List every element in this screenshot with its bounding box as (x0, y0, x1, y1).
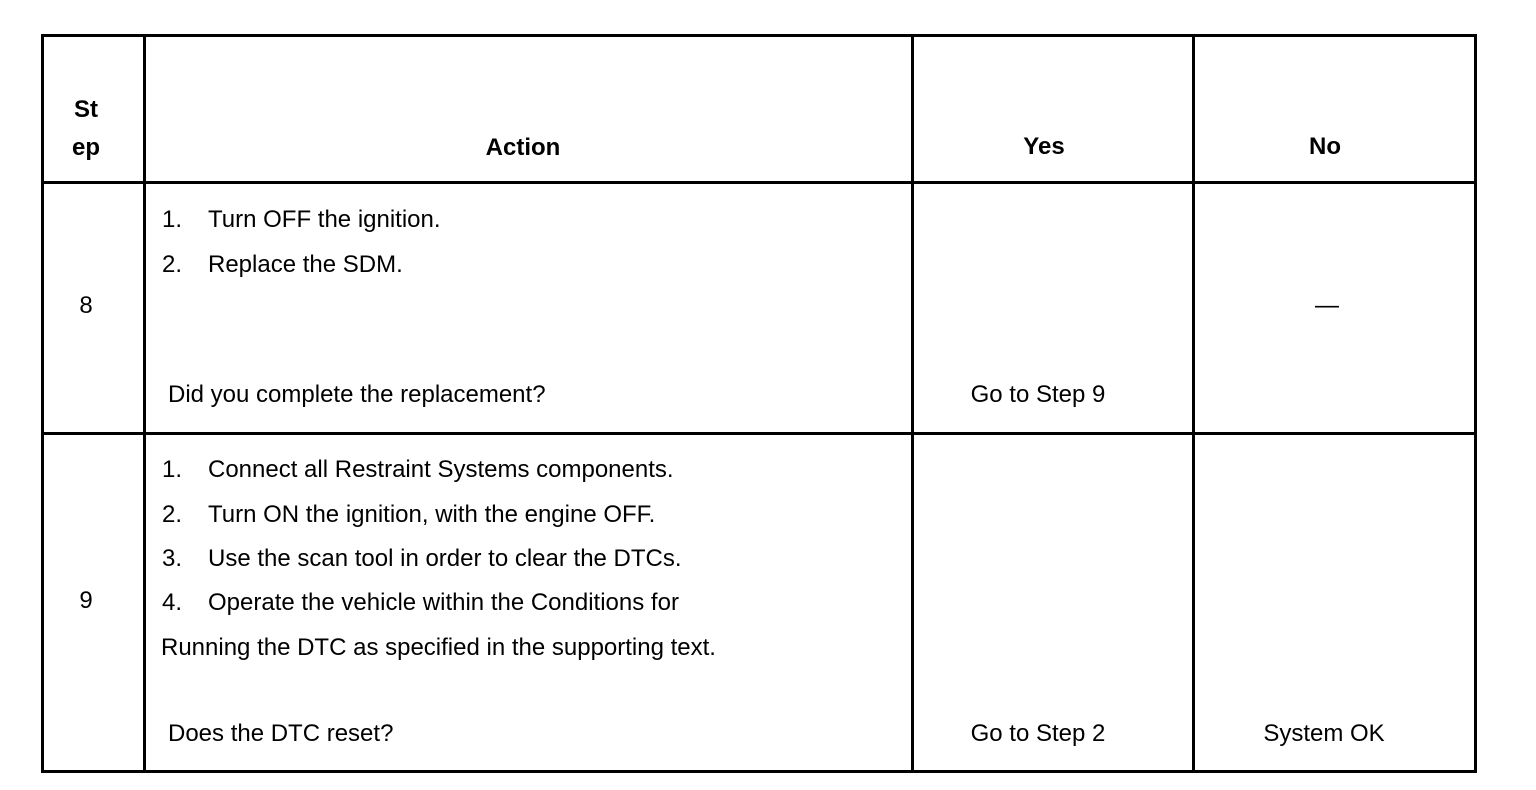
row-9-yes-result: Go to Step 2 (970, 720, 1106, 747)
table-right-border (1474, 34, 1477, 773)
action-item-text: Turn OFF the ignition. (208, 206, 441, 233)
action-item-text: Turn ON the ignition, with the engine OFF. (208, 501, 656, 528)
row-8-step-number: 8 (79, 292, 93, 319)
action-item-text: Use the scan tool in order to clear the DTCs. (208, 545, 682, 572)
row-8-bottom-border (41, 432, 1477, 435)
action-item-number: 3. (162, 545, 183, 572)
action-item-number: 1. (162, 206, 183, 233)
row-9-action-item-3 (162, 545, 682, 573)
table-bottom-border (41, 770, 1477, 773)
row-9-action-item-1 (162, 456, 674, 484)
row-8-question: Did you complete the replacement? (168, 381, 546, 408)
action-item-number: 2. (162, 501, 183, 528)
row-8-no-result: — (1315, 292, 1339, 319)
table-top-border (41, 34, 1477, 37)
header-bottom-border (41, 181, 1477, 184)
row-9-no-result: System OK (1263, 720, 1385, 747)
action-item-number: 2. (162, 251, 183, 278)
action-item-text: Operate the vehicle within the Conditions for (208, 589, 679, 616)
row-8-action-item-2 (162, 251, 403, 279)
row-8-action-item-1 (162, 206, 441, 234)
action-item-number: 4. (162, 589, 183, 616)
header-step-line1: St (74, 96, 98, 123)
action-item-text: Replace the SDM. (208, 251, 403, 278)
row-8-yes-result: Go to Step 9 (970, 381, 1106, 408)
header-yes: Yes (1023, 133, 1065, 160)
row-9-action-continuation: Running the DTC as specified in the supporting text. (161, 634, 716, 661)
action-item-number: 1. (162, 456, 183, 483)
action-item-text: Connect all Restraint Systems components. (208, 456, 674, 483)
row-9-action-item-4 (162, 589, 679, 617)
action-yes-divider (911, 34, 914, 773)
step-action-divider (143, 34, 146, 773)
row-9-action-item-2 (162, 501, 655, 529)
row-9-step-number: 9 (79, 587, 93, 614)
row-9-question: Does the DTC reset? (168, 720, 394, 747)
table-left-border (41, 34, 44, 773)
header-no: No (1309, 133, 1341, 160)
header-step-line2: ep (71, 134, 101, 161)
header-action: Action (485, 134, 561, 161)
yes-no-divider (1192, 34, 1195, 773)
